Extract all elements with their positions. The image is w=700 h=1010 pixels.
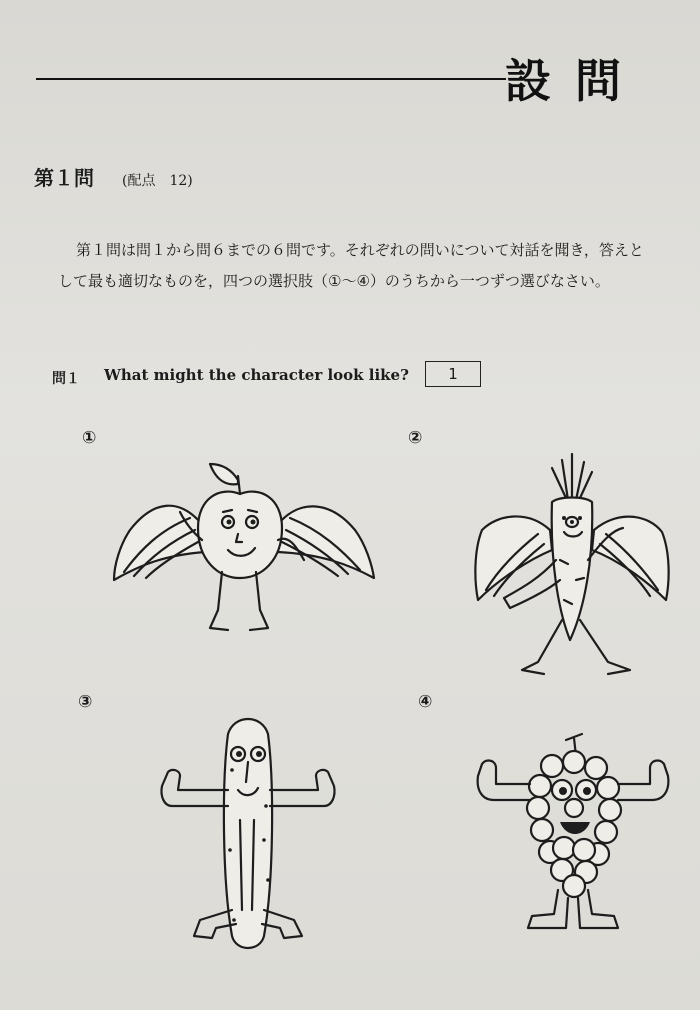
- muscular-cucumber-character-icon: [150, 710, 350, 960]
- winged-apple-character-icon: [110, 460, 380, 650]
- section-points: (配点 12): [122, 173, 193, 189]
- option-1-figure[interactable]: [110, 460, 380, 654]
- winged-carrot-character-icon: [468, 450, 678, 680]
- instructions-paragraph: 第１問は問１から問６までの６問です。それぞれの問いについて対話を聞き，答えとして最も適切なものを，四つの選択肢（①～④）のうちから一つずつ選びなさい。: [58, 241, 644, 290]
- header-rule: [36, 78, 506, 80]
- option-4-figure[interactable]: [462, 730, 682, 944]
- question-number: 問１: [52, 371, 80, 387]
- answer-box: 1: [425, 361, 481, 387]
- section-heading: 第１問: [34, 166, 94, 190]
- option-3-marker[interactable]: ③: [78, 692, 93, 712]
- option-2-marker[interactable]: ②: [408, 428, 423, 448]
- question-text: What might the character look like?: [104, 366, 409, 384]
- option-3-figure[interactable]: [150, 710, 350, 964]
- option-1-marker[interactable]: ①: [82, 428, 97, 448]
- option-2-figure[interactable]: [468, 450, 678, 684]
- page-title: 設問: [505, 54, 645, 108]
- option-4-marker[interactable]: ④: [418, 692, 433, 712]
- muscular-grape-character-icon: [462, 730, 682, 940]
